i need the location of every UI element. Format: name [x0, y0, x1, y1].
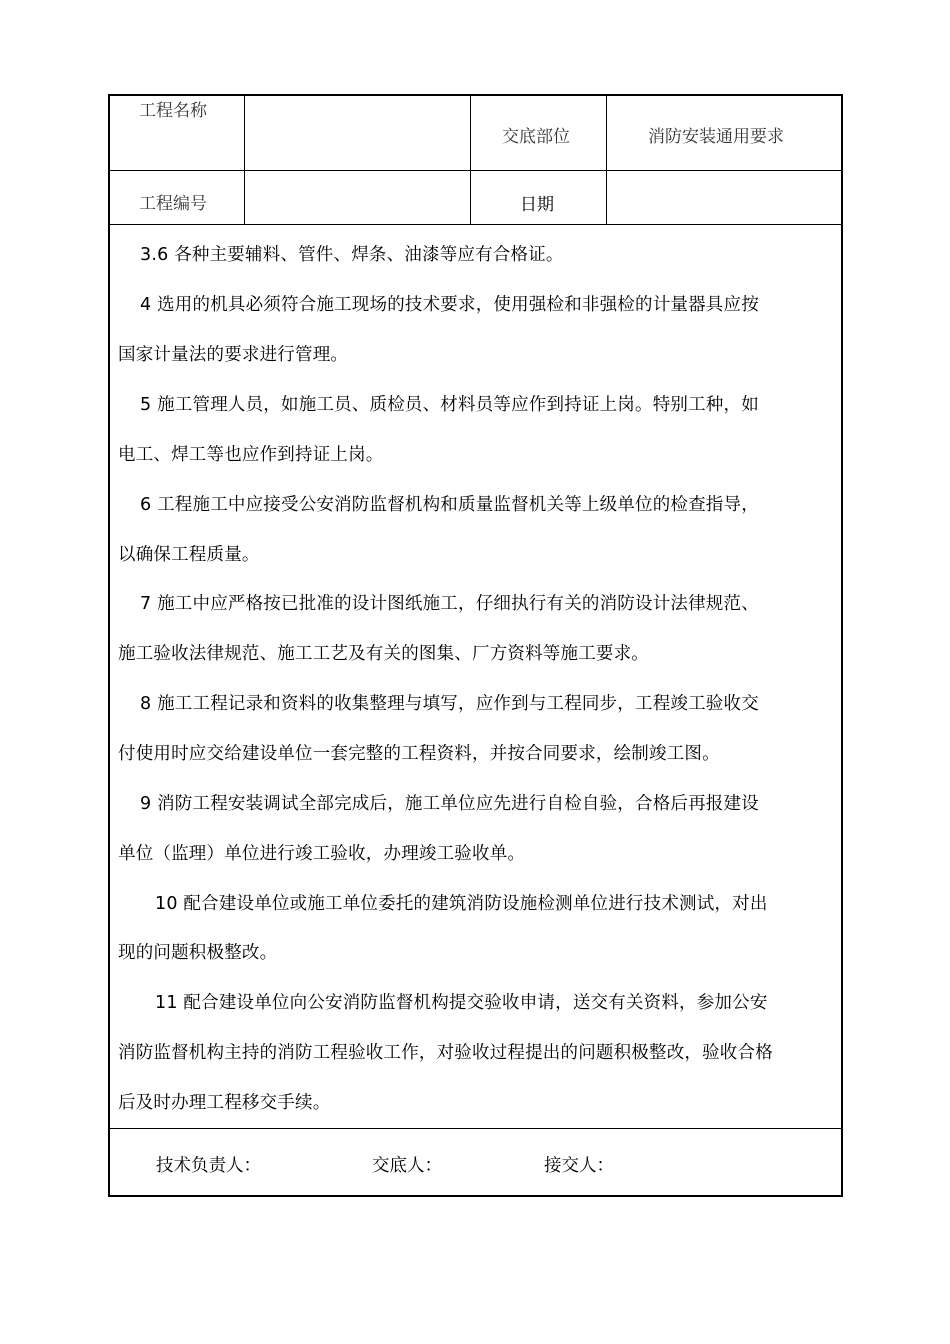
project-name-label: 工程名称 — [139, 101, 207, 121]
body-line: 9 消防工程安装调试全部完成后，施工单位应先进行自检自验，合格后再报建设 — [140, 794, 759, 814]
header-bottom-divider — [108, 224, 843, 225]
part-label: 交底部位 — [502, 127, 570, 147]
body-line: 5 施工管理人员，如施工员、质检员、材料员等应作到持证上岗。特别工种，如 — [140, 395, 759, 415]
header-divider — [470, 94, 471, 224]
body-line: 10 配合建设单位或施工单位委托的建筑消防设施检测单位进行技术测试，对出 — [155, 894, 768, 914]
body-line: 电工、焊工等也应作到持证上岗。 — [118, 445, 384, 465]
header-divider — [606, 94, 607, 224]
body-line: 8 施工工程记录和资料的收集整理与填写，应作到与工程同步，工程竣工验收交 — [140, 694, 759, 714]
body-line: 施工验收法律规范、施工工艺及有关的图集、厂方资料等施工要求。 — [118, 644, 649, 664]
body-line: 7 施工中应严格按已批准的设计图纸施工，仔细执行有关的消防设计法律规范、 — [140, 594, 759, 614]
header-row-divider — [108, 170, 843, 171]
tech-lead-signature-label: 技术负责人： — [156, 1156, 261, 1176]
date-label: 日期 — [520, 195, 554, 215]
body-line: 4 选用的机具必须符合施工现场的技术要求，使用强检和非强检的计量器具应按 — [140, 295, 759, 315]
signature-divider — [108, 1128, 843, 1129]
body-line: 后及时办理工程移交手续。 — [118, 1093, 331, 1113]
body-line: 付使用时应交给建设单位一套完整的工程资料，并按合同要求，绘制竣工图。 — [118, 744, 720, 764]
body-line: 3.6 各种主要辅料、管件、焊条、油漆等应有合格证。 — [140, 245, 564, 265]
header-divider — [244, 94, 245, 224]
body-line: 6 工程施工中应接受公安消防监督机构和质量监督机关等上级单位的检查指导， — [140, 495, 759, 515]
project-no-label: 工程编号 — [139, 194, 207, 214]
presenter-signature-label: 交底人： — [372, 1156, 442, 1176]
part-value: 消防安装通用要求 — [648, 127, 784, 147]
body-line: 单位（监理）单位进行竣工验收，办理竣工验收单。 — [118, 844, 526, 864]
body-line: 现的问题积极整改。 — [118, 943, 278, 963]
body-line: 消防监督机构主持的消防工程验收工作，对验收过程提出的问题积极整改，验收合格 — [118, 1043, 773, 1063]
body-line: 11 配合建设单位向公安消防监督机构提交验收申请，送交有关资料，参加公安 — [155, 993, 768, 1013]
body-line: 国家计量法的要求进行管理。 — [118, 345, 349, 365]
receiver-signature-label: 接交人： — [544, 1156, 614, 1176]
body-line: 以确保工程质量。 — [118, 545, 260, 565]
